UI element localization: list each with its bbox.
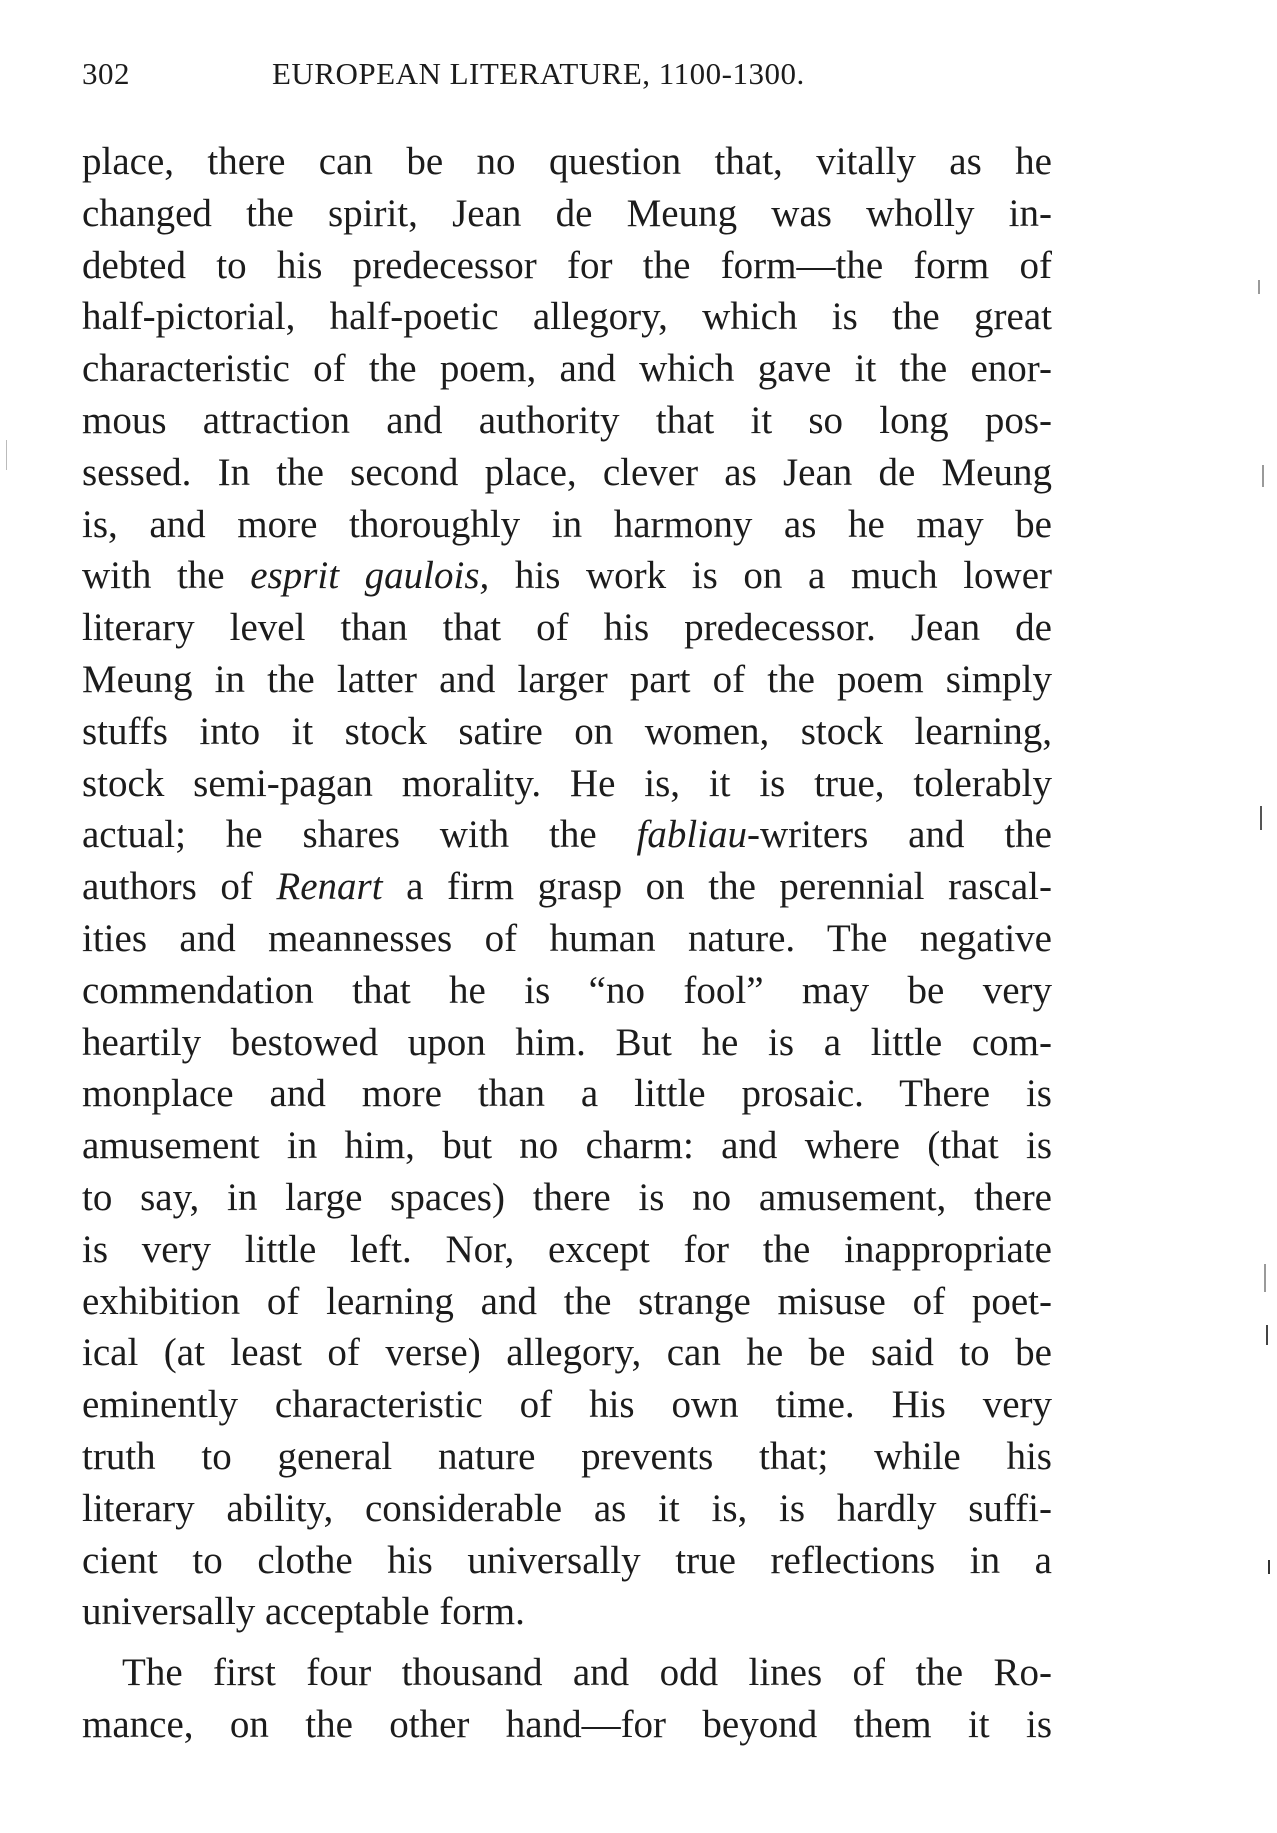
text-span: heartily bestowed upon him. But he is a little com- bbox=[82, 1020, 1052, 1064]
page-number: 302 bbox=[82, 56, 130, 91]
text-line bbox=[82, 602, 1052, 654]
scan-edge-mark bbox=[1262, 465, 1264, 487]
scan-edge-mark bbox=[6, 440, 7, 470]
text-span: characteristic of the poem, and which gave it the enor- bbox=[82, 347, 1052, 391]
text-line bbox=[82, 499, 1052, 551]
body-text bbox=[82, 136, 1052, 1751]
text-line bbox=[82, 1699, 1052, 1751]
text-line bbox=[82, 136, 1052, 188]
text-line bbox=[82, 1586, 1052, 1638]
text-span: eminently characteristic of his own time. His very bbox=[82, 1383, 1052, 1427]
text-line bbox=[82, 1172, 1052, 1224]
text-line bbox=[82, 706, 1052, 758]
text-line bbox=[82, 395, 1052, 447]
text-span: -writers and the bbox=[747, 813, 1052, 857]
running-head-title: EUROPEAN LITERATURE, 1100-1300. bbox=[272, 56, 805, 91]
paragraph-gap bbox=[82, 1638, 1052, 1647]
scan-edge-mark bbox=[1258, 280, 1260, 294]
text-line bbox=[82, 965, 1052, 1017]
text-span: The first four thousand and odd lines of the Ro- bbox=[122, 1651, 1052, 1695]
text-line bbox=[82, 1017, 1052, 1069]
text-span: to say, in large spaces) there is no amusement, there bbox=[82, 1175, 1052, 1219]
text-span: universally acceptable form. bbox=[82, 1590, 525, 1634]
text-line bbox=[82, 861, 1052, 913]
text-line bbox=[82, 1431, 1052, 1483]
text-span: debted to his predecessor for the form—the form of bbox=[82, 243, 1052, 287]
text-span: authors of bbox=[82, 865, 277, 909]
italic-text: Renart bbox=[276, 865, 383, 909]
text-span: with the bbox=[82, 554, 251, 598]
text-span: exhibition of learning and the strange misuse of poet- bbox=[82, 1279, 1052, 1323]
scan-edge-mark bbox=[1268, 1560, 1270, 1574]
text-span: stuffs into it stock satire on women, stock learning, bbox=[82, 709, 1052, 753]
text-line bbox=[82, 1535, 1052, 1587]
text-span: ities and meannesses of human nature. The negative bbox=[82, 916, 1052, 960]
text-span: monplace and more than a little prosaic. There is bbox=[82, 1072, 1052, 1116]
italic-text: esprit gaulois, bbox=[250, 554, 490, 598]
text-line bbox=[82, 1327, 1052, 1379]
scan-edge-mark bbox=[1264, 1264, 1266, 1292]
text-span: is very little left. Nor, except for the inappropriate bbox=[82, 1227, 1052, 1271]
text-line bbox=[82, 913, 1052, 965]
text-span: sessed. In the second place, clever as Jean de Meung bbox=[82, 450, 1052, 494]
text-span: place, there can be no question that, vitally as he bbox=[82, 140, 1052, 183]
text-span: half-pictorial, half-poetic allegory, which is the great bbox=[82, 295, 1052, 339]
text-span: actual; he shares with the bbox=[82, 813, 637, 857]
text-line bbox=[82, 1379, 1052, 1431]
text-span: literary level than that of his predecessor. Jean de bbox=[82, 606, 1052, 650]
text-span: literary ability, considerable as it is, is hardly suffi- bbox=[82, 1486, 1052, 1530]
text-line bbox=[82, 240, 1052, 292]
text-line bbox=[82, 1483, 1052, 1535]
scan-edge-mark bbox=[1260, 806, 1262, 830]
text-span: ical (at least of verse) allegory, can he be said to be bbox=[82, 1331, 1052, 1375]
text-line bbox=[82, 758, 1052, 810]
text-line bbox=[82, 654, 1052, 706]
running-head bbox=[82, 56, 1052, 96]
italic-text: fabliau bbox=[636, 813, 748, 857]
text-span: Meung in the latter and larger part of the poem simply bbox=[82, 657, 1052, 701]
text-line bbox=[82, 1120, 1052, 1172]
text-line bbox=[82, 1068, 1052, 1120]
text-line bbox=[82, 1647, 1052, 1699]
text-span: stock semi-pagan morality. He is, it is true, tolerably bbox=[82, 761, 1052, 805]
text-line bbox=[82, 447, 1052, 499]
text-span: amusement in him, but no charm: and where (that is bbox=[82, 1124, 1052, 1168]
text-span: a firm grasp on the perennial rascal- bbox=[382, 865, 1052, 909]
text-span: truth to general nature prevents that; while his bbox=[82, 1434, 1052, 1478]
text-span: changed the spirit, Jean de Meung was wholly in- bbox=[82, 191, 1052, 235]
text-line bbox=[82, 188, 1052, 240]
text-line bbox=[82, 343, 1052, 395]
text-span: cient to clothe his universally true reflections in a bbox=[82, 1538, 1052, 1582]
text-span: is, and more thoroughly in harmony as he may be bbox=[82, 502, 1052, 546]
text-line bbox=[82, 550, 1052, 602]
text-span: commendation that he is “no fool” may be very bbox=[82, 968, 1052, 1012]
text-span: mance, on the other hand—for beyond them it is bbox=[82, 1702, 1052, 1746]
text-line bbox=[82, 1276, 1052, 1328]
text-line bbox=[82, 1224, 1052, 1276]
text-line bbox=[82, 291, 1052, 343]
text-span: his work is on a much lower bbox=[489, 554, 1052, 598]
text-line bbox=[82, 809, 1052, 861]
scan-edge-mark bbox=[1266, 1325, 1268, 1345]
text-span: mous attraction and authority that it so long pos- bbox=[82, 398, 1052, 442]
